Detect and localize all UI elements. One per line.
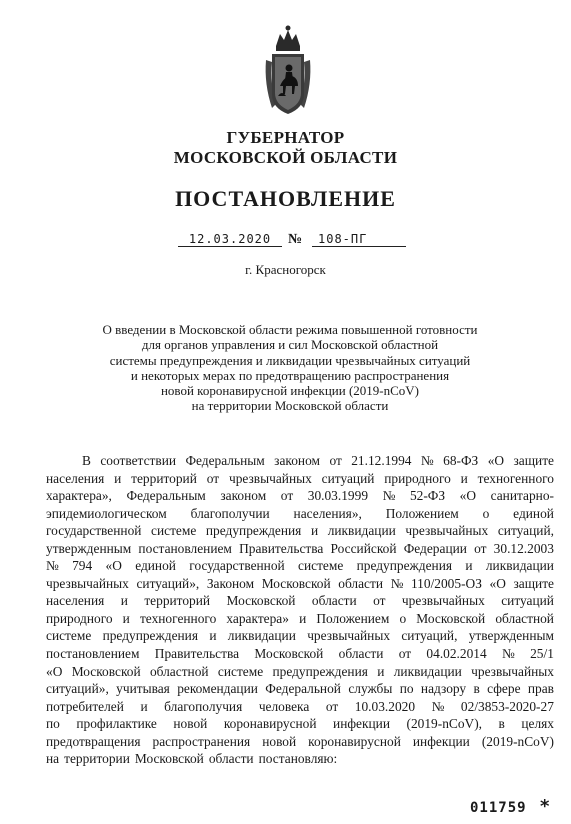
body-word: защите	[513, 453, 554, 468]
body-word: от	[280, 488, 294, 504]
body-word: единой	[135, 558, 176, 574]
body-word: от	[329, 453, 342, 468]
body-word: «О	[487, 453, 505, 468]
body-word: характера»	[226, 610, 289, 626]
body-word: благополучии	[190, 505, 270, 521]
body-line	[46, 575, 554, 593]
body-word: ситуаций	[501, 593, 554, 609]
body-word: чрезвычайных	[401, 593, 485, 609]
body-line	[46, 715, 554, 733]
document-type-title: ПОСТАНОВЛЕНИЕ	[175, 186, 396, 211]
body-word: сфере	[487, 681, 521, 697]
body-word: законом	[220, 488, 267, 504]
body-line	[46, 680, 554, 698]
body-word: прав	[527, 681, 554, 697]
body-word: целях	[521, 716, 554, 732]
body-word: постановлением	[46, 646, 140, 662]
body-word: Законом	[206, 575, 255, 591]
body-word: 30.12.2003	[493, 540, 554, 556]
body-word: «О	[489, 575, 506, 591]
body-word: Московской	[416, 610, 486, 626]
body-word: системе	[217, 663, 264, 679]
body-line	[46, 557, 554, 575]
body-word: «О	[105, 558, 122, 574]
body-word: Правительства	[154, 646, 240, 662]
body-word: учитывая	[116, 681, 170, 697]
body-word: №	[46, 558, 59, 574]
body-word: области	[311, 593, 357, 609]
body-word: Московской	[134, 751, 204, 767]
body-word: благополучия	[164, 698, 243, 714]
body-word: системе	[298, 558, 344, 574]
body-word: техногенного	[477, 470, 554, 486]
body-word: ликвидации	[227, 628, 296, 644]
subject-line: и некоторых мерах по предотвращению распространения	[130, 367, 450, 383]
body-word: 30.03.1999	[307, 488, 369, 504]
body-word: предупреждения	[102, 628, 199, 644]
body-line	[46, 452, 554, 470]
body-word: предотвращения	[46, 733, 141, 749]
body-word: новой	[262, 733, 297, 749]
asterisk-mark: *	[540, 796, 550, 817]
body-word: о	[482, 505, 490, 521]
body-word: соответствии	[100, 453, 177, 468]
body-word: предупреждения	[205, 523, 302, 539]
authority-title-line2: МОСКОВСКОЙ ОБЛАСТИ	[173, 148, 398, 167]
body-word: территорий	[144, 593, 211, 609]
body-word: чрезвычайных	[471, 663, 554, 679]
body-word: и	[310, 523, 319, 539]
body-word: чрезвычайных	[46, 575, 129, 591]
body-word: надзору	[420, 681, 467, 697]
body-word: человека	[258, 698, 310, 714]
body-word: рекомендации	[177, 681, 258, 697]
body-word: от	[373, 593, 386, 609]
body-word: №	[431, 698, 445, 714]
body-line	[46, 645, 554, 663]
body-line	[46, 487, 554, 505]
body-word: «О	[459, 488, 477, 504]
body-word: ситуаций,	[497, 523, 554, 539]
body-word: по	[46, 716, 60, 732]
body-word: профилактике	[76, 716, 157, 732]
body-word: №	[502, 646, 515, 662]
body-word: новой	[173, 716, 208, 732]
body-word: области	[208, 751, 254, 767]
body-word: чрезвычайных	[307, 628, 391, 644]
authority-title-line1: ГУБЕРНАТОР	[226, 128, 345, 147]
body-word: эпидемиологическом	[46, 505, 167, 521]
body-word: природного	[384, 470, 451, 486]
body-word: и	[122, 610, 130, 626]
body-word: природного	[46, 610, 113, 626]
body-word: чрезвычайных	[405, 523, 489, 539]
body-word: и	[209, 628, 217, 644]
body-word: защите	[513, 575, 554, 591]
body-word: 110/2005-ОЗ	[410, 575, 482, 591]
body-word: коронавирусной	[308, 733, 401, 749]
subject-line: системы предупреждения и ликвидации чрезвычайных ситуаций	[109, 352, 471, 368]
body-word: от	[206, 470, 220, 486]
body-word: В	[82, 453, 91, 468]
body-word: на	[46, 751, 60, 767]
body-word: 52-ФЗ	[409, 488, 446, 504]
serial-number: 011759	[470, 800, 527, 816]
document-body	[46, 452, 554, 768]
body-word: 02/3853-2020-27	[460, 698, 554, 714]
body-word: распространения	[152, 733, 251, 749]
body-word: областной	[149, 663, 209, 679]
body-word: ситуаций»,	[136, 575, 200, 591]
body-word: №	[382, 488, 396, 504]
body-word: 21.12.1994	[351, 453, 412, 468]
body-word: государственной	[46, 523, 142, 539]
body-word: населения	[46, 470, 105, 486]
body-word: и	[114, 470, 122, 486]
body-word: 04.02.2014	[426, 646, 487, 662]
body-word: области	[338, 575, 384, 591]
body-word: утвержденным	[468, 628, 554, 644]
body-word: 68-ФЗ	[443, 453, 479, 468]
number-sign: №	[288, 232, 303, 247]
body-word: ситуаций»,	[46, 681, 109, 697]
body-word: Московской	[226, 593, 296, 609]
body-word: Положением	[316, 610, 390, 626]
body-word: и	[299, 610, 307, 626]
subject-line: для органов управления и сил Московской областной	[141, 337, 439, 353]
body-word: службы	[348, 681, 393, 697]
body-word: 10.03.2020	[354, 698, 416, 714]
body-word: ликвидации	[393, 663, 462, 679]
body-word: Федеральной	[265, 681, 341, 697]
body-word: ликвидации	[485, 558, 554, 574]
body-word: территории	[64, 751, 130, 767]
body-word: и	[140, 698, 148, 714]
body-word: о	[399, 610, 407, 626]
body-word: (2019-nCoV)	[481, 733, 554, 749]
body-word: и	[460, 470, 468, 486]
body-line	[46, 663, 554, 681]
body-word: чрезвычайных	[228, 470, 312, 486]
body-line	[46, 698, 554, 716]
body-word: и	[377, 663, 385, 679]
body-word: области	[338, 646, 384, 662]
body-word: Московской	[261, 575, 331, 591]
body-word: от	[325, 698, 339, 714]
body-word: Федеральным	[185, 453, 265, 468]
document-number: 108-ПГ	[312, 232, 406, 247]
body-word: от	[398, 646, 412, 662]
body-word: в	[498, 716, 505, 732]
body-word: Правительства	[239, 540, 324, 556]
body-line	[46, 505, 554, 523]
body-line	[46, 627, 554, 645]
body-word: системе	[151, 523, 197, 539]
body-word: постановляю:	[258, 751, 338, 767]
body-word: единой	[513, 505, 554, 521]
body-line	[46, 470, 554, 488]
body-line	[46, 750, 554, 768]
body-word: 794	[72, 558, 93, 574]
body-word: системе	[46, 628, 92, 644]
body-word: утвержденным	[46, 540, 132, 556]
subject-line: на территории Московской области	[191, 398, 389, 414]
body-line	[46, 733, 554, 751]
body-word: и	[120, 593, 128, 609]
body-word: предупреждения	[356, 558, 453, 574]
body-word: 25/1	[530, 646, 554, 662]
body-line	[46, 522, 554, 540]
document-subject	[60, 322, 520, 414]
body-word: постановлением	[138, 540, 232, 556]
body-word: инфекции	[333, 716, 391, 732]
body-word: в	[473, 681, 480, 697]
body-word: законом	[274, 453, 321, 468]
body-word: Федерации	[403, 540, 467, 556]
body-word: областной	[495, 610, 554, 626]
body-word: ситуаций	[321, 470, 375, 486]
body-word: территорий	[131, 470, 197, 486]
body-word: (2019-nCoV),	[406, 716, 483, 732]
coat-of-arms-icon	[262, 24, 314, 118]
body-word: Московской	[71, 663, 141, 679]
body-word: ситуаций,	[401, 628, 458, 644]
body-word: от	[474, 540, 487, 556]
place-of-issue: г. Красногорск	[245, 262, 326, 277]
body-word: коронавирусной	[223, 716, 317, 732]
body-word: предупреждения	[272, 663, 368, 679]
body-line	[46, 592, 554, 610]
body-line	[46, 540, 554, 558]
body-word: техногенного	[139, 610, 217, 626]
subject-line: новой коронавирусной инфекции (2019-nCoV)	[160, 383, 420, 399]
body-word: санитарно-	[490, 488, 554, 504]
body-word: Московской	[254, 646, 324, 662]
body-word: Положением	[385, 505, 459, 521]
body-word: ликвидации	[327, 523, 396, 539]
body-word: государственной	[189, 558, 285, 574]
body-word: и	[465, 558, 473, 574]
body-word: населения»,	[293, 505, 362, 521]
body-line	[46, 610, 554, 628]
body-word: Федеральным	[126, 488, 206, 504]
body-word: №	[420, 453, 434, 468]
body-word: по	[399, 681, 414, 697]
document-date: 12.03.2020	[178, 232, 282, 247]
body-word: №	[390, 575, 404, 591]
body-word: населения	[46, 593, 105, 609]
body-word: Российской	[330, 540, 397, 556]
body-word: инфекции	[412, 733, 470, 749]
body-word: потребителей	[46, 698, 124, 714]
body-word: «О	[46, 663, 63, 679]
body-word: характера»,	[46, 488, 112, 504]
subject-line: О введении в Московской области режима повышенной готовности	[102, 322, 478, 337]
